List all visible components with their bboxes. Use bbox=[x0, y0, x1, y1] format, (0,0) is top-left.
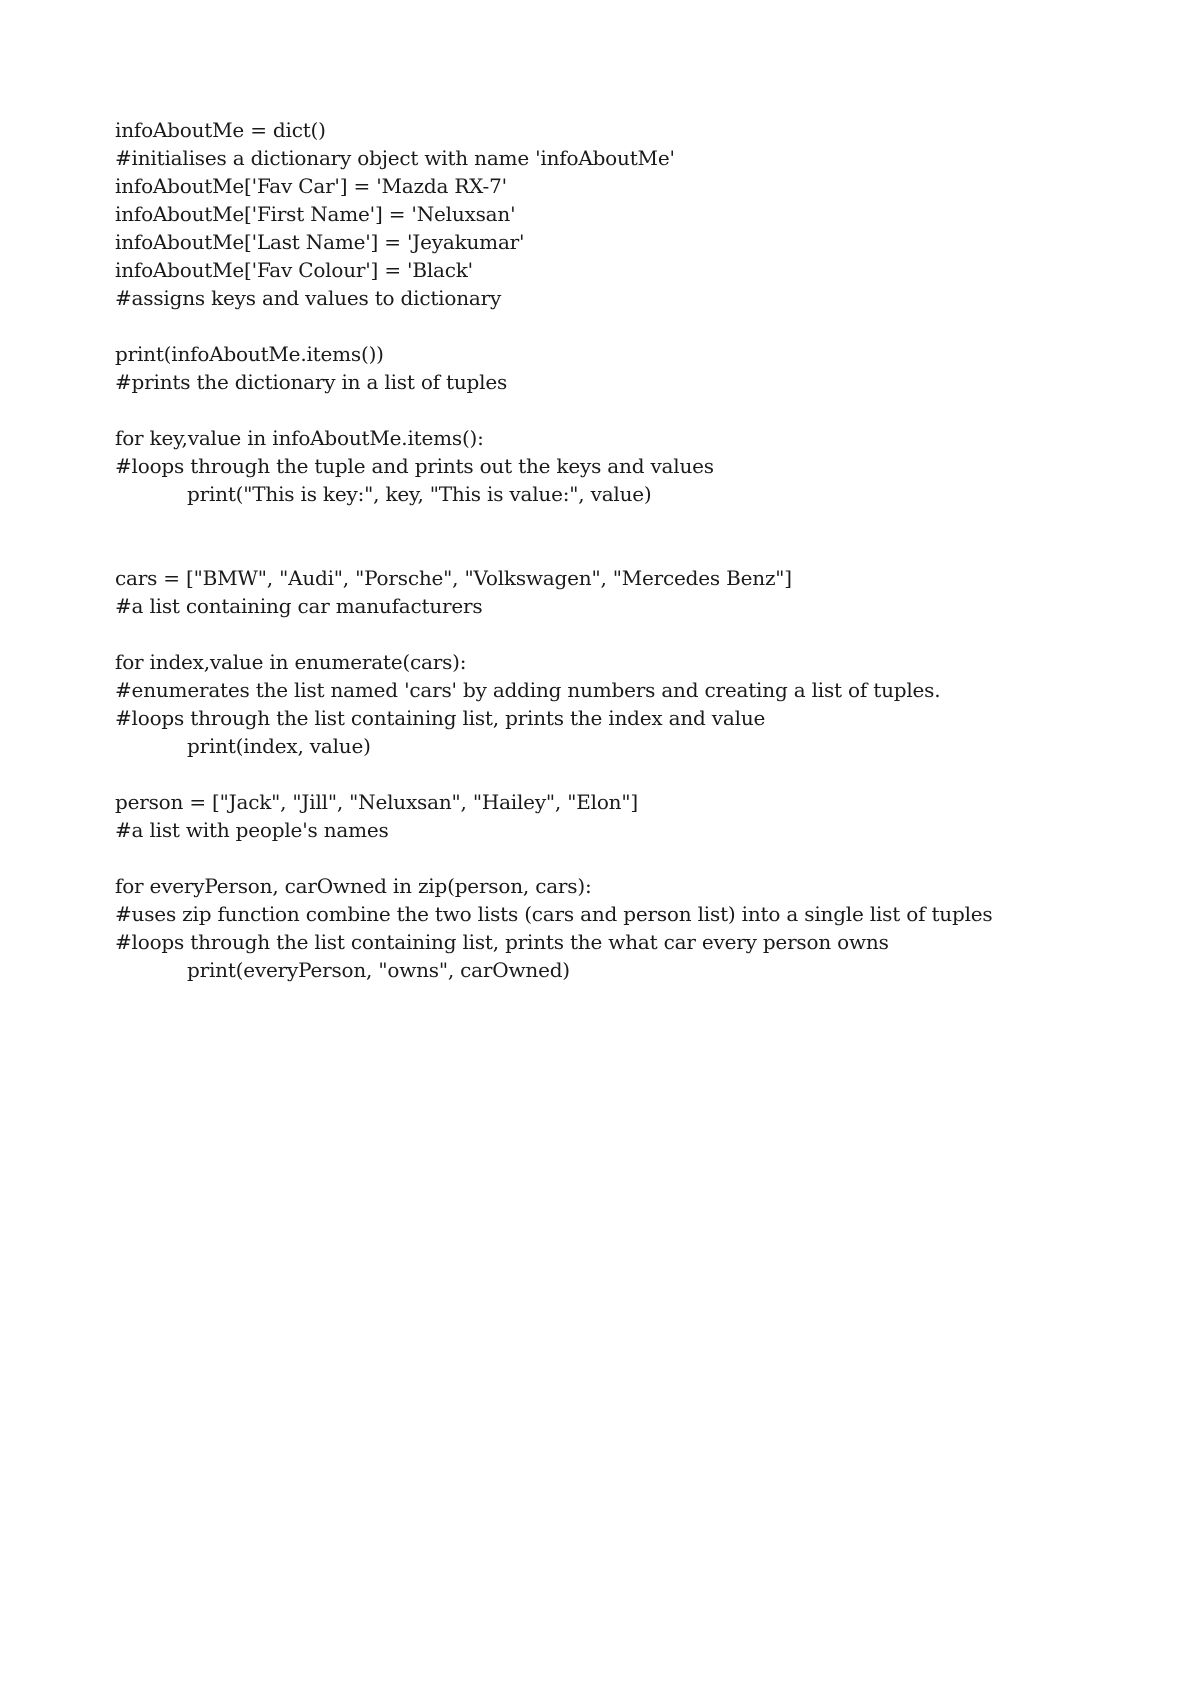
blank-line bbox=[115, 620, 1115, 648]
blank-line bbox=[115, 396, 1115, 424]
blank-line bbox=[115, 312, 1115, 340]
code-line: infoAboutMe['First Name'] = 'Neluxsan' bbox=[115, 202, 516, 226]
code-line: person = ["Jack", "Jill", "Neluxsan", "Hailey", "Elon"] bbox=[115, 790, 638, 814]
comment-line: #loops through the list containing list, prints the index and value bbox=[115, 706, 766, 730]
code-line: infoAboutMe['Fav Car'] = 'Mazda RX-7' bbox=[115, 174, 507, 198]
code-line-indented: print("This is key:", key, "This is value:", value) bbox=[187, 482, 652, 506]
blank-line bbox=[115, 760, 1115, 788]
code-line: infoAboutMe = dict() bbox=[115, 118, 326, 142]
comment-line: #loops through the list containing list, prints the what car every person owns bbox=[115, 930, 889, 954]
comment-line: #enumerates the list named 'cars' by adding numbers and creating a list of tuples. bbox=[115, 678, 941, 702]
blank-line bbox=[115, 844, 1115, 872]
code-line: for key,value in infoAboutMe.items(): bbox=[115, 426, 484, 450]
comment-line: #uses zip function combine the two lists (cars and person list) into a single list of tuples bbox=[115, 902, 993, 926]
code-line-indented: print(everyPerson, "owns", carOwned) bbox=[187, 958, 570, 982]
comment-line: #loops through the tuple and prints out the keys and values bbox=[115, 454, 714, 478]
code-line: infoAboutMe['Fav Colour'] = 'Black' bbox=[115, 258, 473, 282]
code-line-indented: print(index, value) bbox=[187, 734, 371, 758]
comment-line: #a list containing car manufacturers bbox=[115, 594, 483, 618]
code-line: for everyPerson, carOwned in zip(person, cars): bbox=[115, 874, 592, 898]
blank-line bbox=[115, 536, 1115, 564]
code-line: print(infoAboutMe.items()) bbox=[115, 342, 384, 366]
blank-line bbox=[115, 508, 1115, 536]
comment-line: #assigns keys and values to dictionary bbox=[115, 286, 502, 310]
comment-line: #a list with people's names bbox=[115, 818, 389, 842]
document-body bbox=[115, 116, 1115, 984]
comment-line: #prints the dictionary in a list of tuples bbox=[115, 370, 508, 394]
code-line: for index,value in enumerate(cars): bbox=[115, 650, 467, 674]
comment-line: #initialises a dictionary object with name 'infoAboutMe' bbox=[115, 146, 675, 170]
code-line: infoAboutMe['Last Name'] = 'Jeyakumar' bbox=[115, 230, 525, 254]
code-line: cars = ["BMW", "Audi", "Porsche", "Volkswagen", "Mercedes Benz"] bbox=[115, 566, 792, 590]
